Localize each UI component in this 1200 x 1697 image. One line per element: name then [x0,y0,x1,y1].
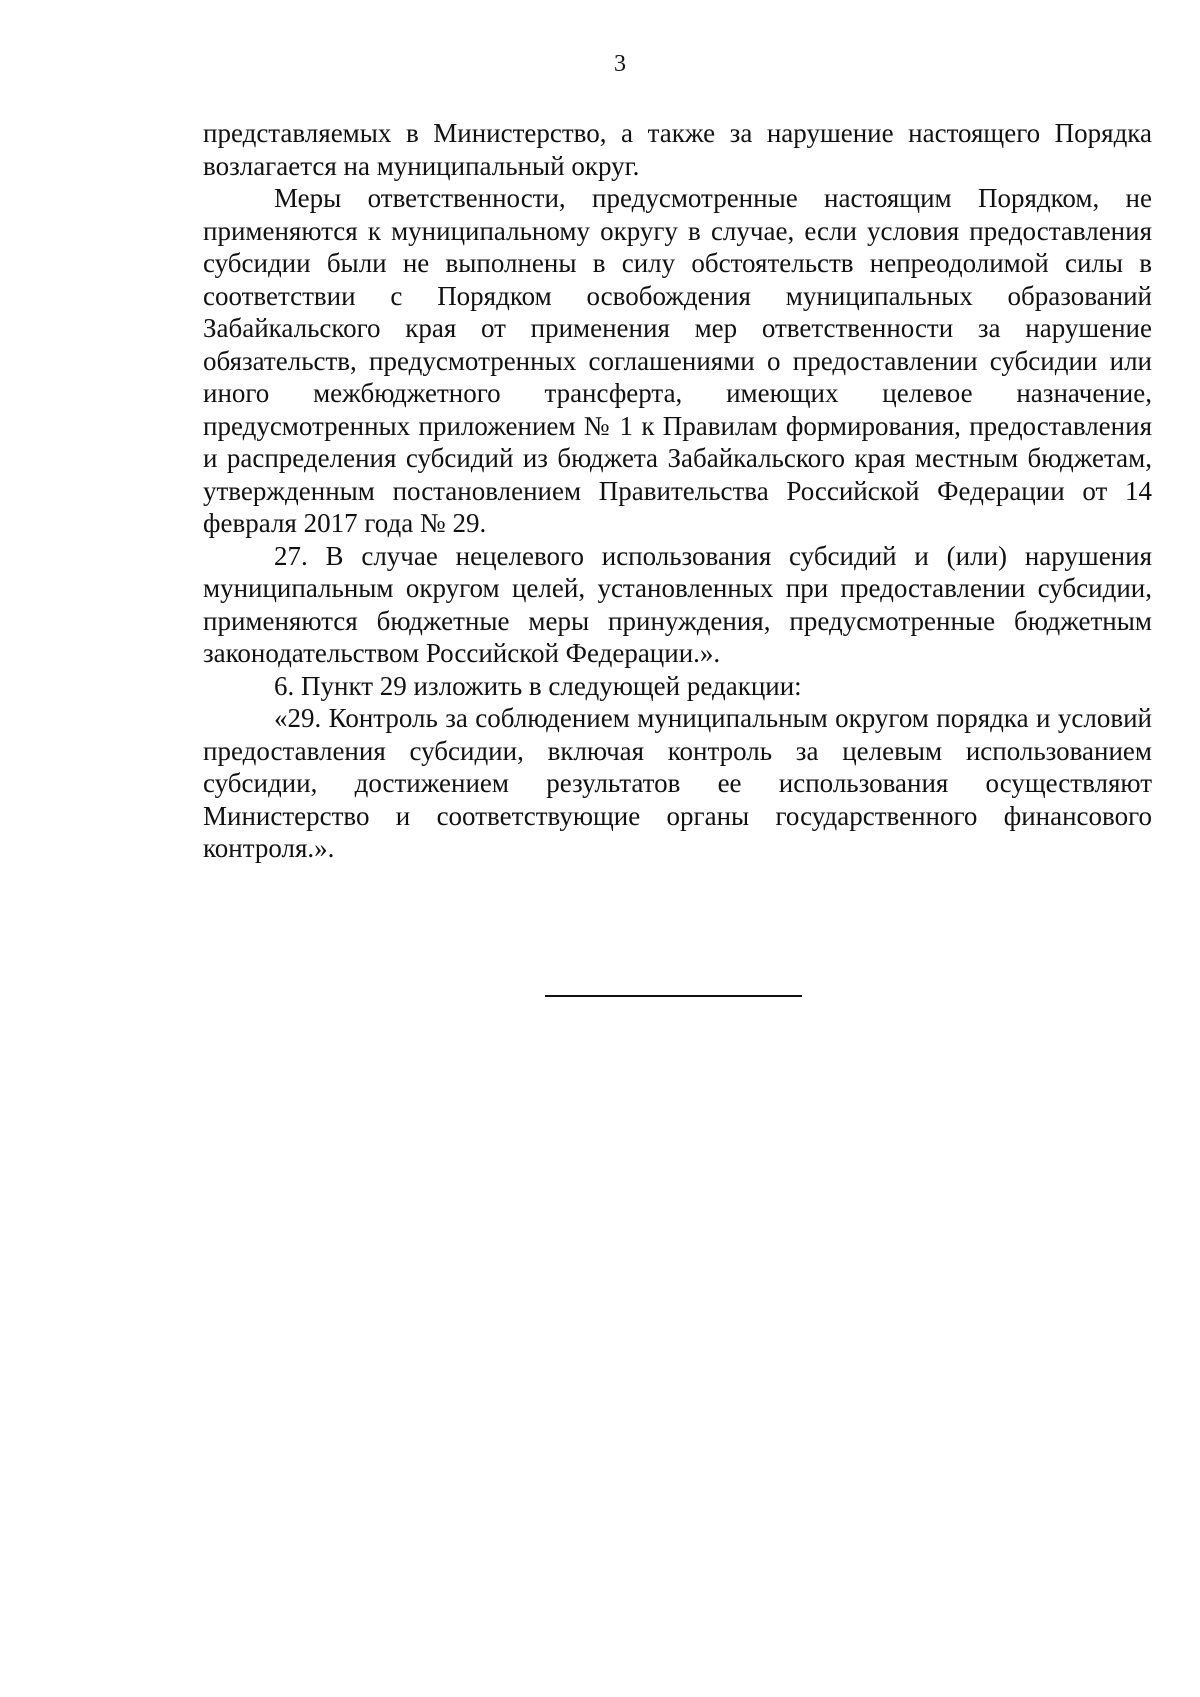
paragraph-continuation: представляемых в Министерство, а также за нарушение настоящего Порядка возлагается на муниципальный округ. [203,118,1152,181]
document-body [203,117,1152,865]
paragraph-liability-measures: Меры ответственности, предусмотренные настоящим Порядком, не применяются к муниципальному округу в случае, если условия предоставления субсидии были не выполнены в силу обстоятельств непреодолимой силы в соответствии с Порядком освобождения муниципальных образований Забайкальского края от применения мер ответственности за нарушение обязательств, предусмотренных соглашениями о предоставлении субсидии или иного межбюджетного трансферта, имеющих целевое назначение, предусмотренных приложением № 1 к Правилам формирования, предоставления и распределения субсидий из бюджета Забайкальского края местным бюджетам, утвержденным постановлением Правительства Российской Федерации от 14 февраля 2017 года № 29. [203,183,1152,538]
paragraph-item-29: «29. Контроль за соблюдением муниципальным округом порядка и условий предоставления субсидии, включая контроль за целевым использованием субсидии, достижением результатов ее использования осуществляют Министерство и соответствующие органы государственного финансового контроля.». [203,703,1152,863]
paragraph-item-27: 27. В случае нецелевого использования субсидий и (или) нарушения муниципальным округом целей, установленных при предоставлении субсидии, применяются бюджетные меры принуждения, предусмотренные бюджетным законодательством Российской Федерации.». [203,540,1152,668]
paragraph-item-6: 6. Пункт 29 изложить в следующей редакции: [274,670,802,701]
page-number: 3 [614,51,626,77]
end-separator-line [545,995,802,997]
